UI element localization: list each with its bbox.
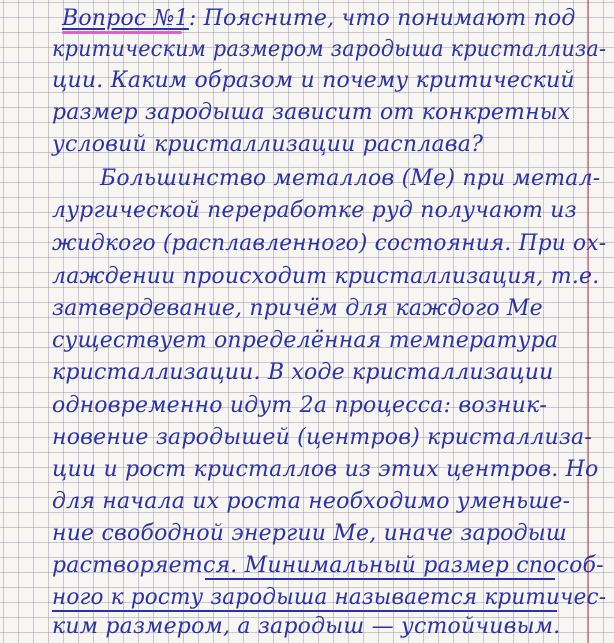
text-line: критическим размером зародыша кристаллиза- bbox=[52, 37, 607, 62]
text-line: жидкого (расплавленного) состояния. При ох- bbox=[52, 231, 607, 256]
text-line: размер зародыша зависит от конкретных bbox=[52, 100, 571, 125]
text-line: ким размером, а зародыш — устойчивым. bbox=[52, 614, 561, 639]
question-text: : Поясните, что понимают под bbox=[188, 6, 576, 31]
text-line: лаждении происходит кристаллизация, т.е. bbox=[52, 264, 600, 289]
text-line: Большинство металлов (Ме) при метал- bbox=[100, 166, 601, 191]
text-line: ние свободной энергии Ме, иначе зародыш bbox=[52, 521, 567, 546]
text-line: кристаллизации. В ходе кристаллизации bbox=[52, 360, 554, 385]
highlight-mark bbox=[62, 31, 182, 34]
text-line: одновременно идут 2а процесса: возник- bbox=[52, 393, 548, 418]
underline-mark bbox=[205, 578, 555, 580]
text-line bbox=[62, 4, 576, 34]
text-line: ции и рост кристаллов из этих центров. Но bbox=[52, 457, 599, 482]
text-line: ного к росту зародыша называется критичес- bbox=[52, 585, 607, 610]
text-line: условий кристаллизации расплава? bbox=[52, 132, 484, 157]
text-line: для начала их роста необходимо уменьше- bbox=[52, 489, 571, 514]
text-line: затвердевание, причём для каждого Ме bbox=[52, 296, 543, 321]
text-line: существует определённая температура bbox=[52, 328, 559, 353]
text-line: лургической переработке руд получают из bbox=[52, 198, 577, 223]
question-label: Вопрос №1 bbox=[62, 6, 189, 31]
text-line: ции. Каким образом и почему критический bbox=[52, 68, 575, 93]
text-line: растворяется. Минимальный размер способ- bbox=[52, 553, 604, 578]
text-line: новение зародышей (центров) кристаллиза- bbox=[52, 425, 592, 450]
